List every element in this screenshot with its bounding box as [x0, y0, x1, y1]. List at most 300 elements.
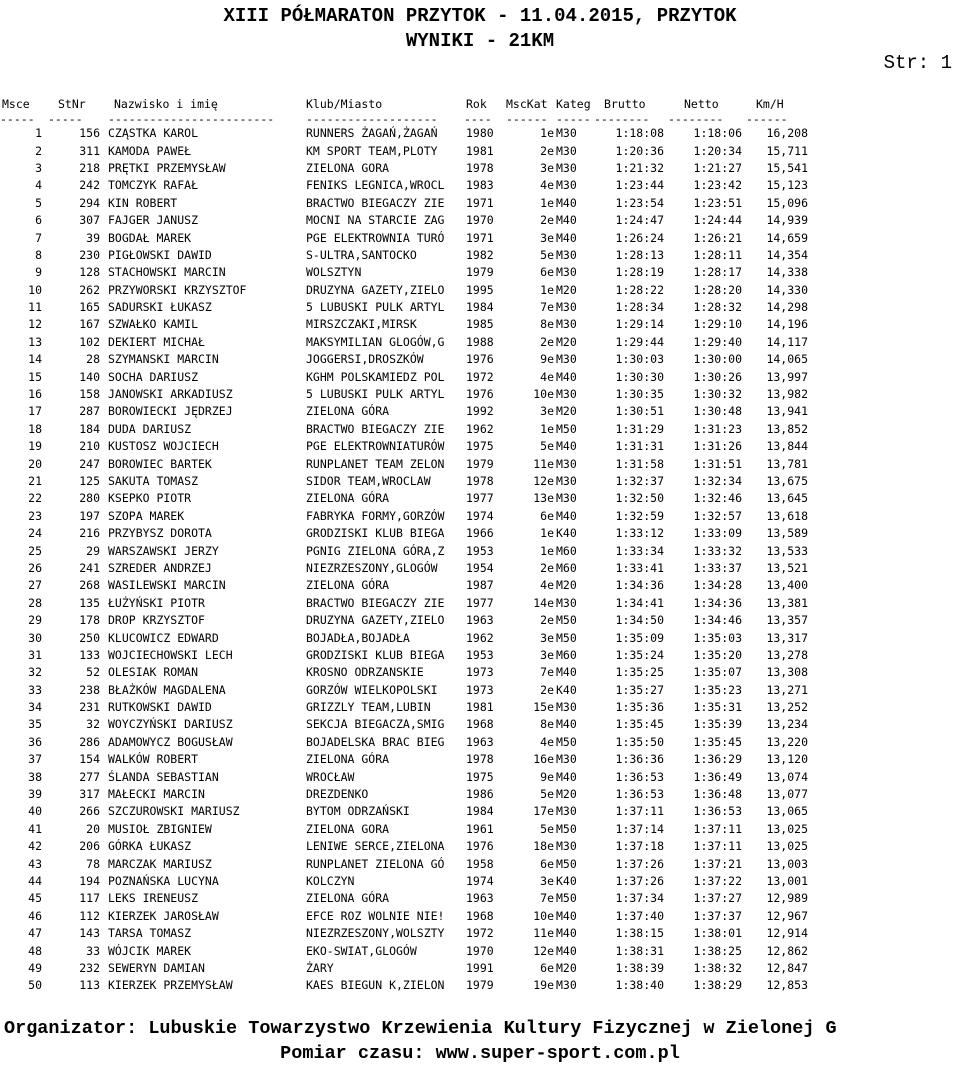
table-cell: 18	[28, 421, 42, 436]
table-cell: 280	[79, 491, 100, 506]
table-cell: 247	[79, 456, 100, 471]
table-row	[0, 942, 808, 959]
table-cell: 38	[28, 769, 42, 784]
table-cell: 125	[79, 474, 100, 488]
table-cell: 1:34:41	[615, 595, 664, 610]
table-cell: 5e	[540, 247, 554, 262]
table-cell: LENIWE SERCE,ZIELONA	[306, 839, 445, 854]
table-cell: 1991	[466, 960, 494, 975]
table-cell: GORZÓW WIELKOPOLSKI	[306, 682, 438, 697]
table-cell: 3e	[540, 404, 554, 419]
table-cell: KLUCOWICZ EDWARD	[108, 630, 219, 645]
table-cell: 1:28:22	[615, 282, 664, 297]
table-cell: 165	[79, 300, 100, 315]
table-cell: 1:30:26	[693, 369, 742, 384]
col-header: Nazwisko i imię	[114, 97, 218, 111]
table-cell: M40	[556, 508, 577, 523]
table-cell: M50	[556, 734, 577, 749]
table-cell: 40	[28, 804, 42, 819]
table-cell: 1979	[466, 456, 494, 471]
table-cell: 7e	[540, 665, 554, 680]
table-cell: 6e	[540, 856, 554, 871]
table-cell: 1:35:24	[615, 647, 664, 662]
table-cell: 8e	[540, 717, 554, 732]
table-cell: 1:38:31	[615, 943, 664, 958]
table-cell: 102	[79, 334, 100, 349]
table-cell: 1:37:37	[693, 908, 742, 923]
table-cell: 268	[79, 578, 100, 593]
table-row	[0, 455, 808, 472]
table-cell: M30	[556, 317, 577, 332]
table-cell: DREZDENKO	[306, 787, 369, 802]
table-cell: 13,781	[766, 456, 808, 471]
table-cell: 15,711	[766, 143, 808, 158]
table-cell: 12,967	[766, 908, 808, 923]
table-cell: 5e	[540, 439, 554, 454]
table-cell: 12,847	[766, 960, 808, 975]
table-cell: M30	[556, 752, 577, 767]
table-cell: 6e	[540, 508, 554, 523]
table-cell: WOLSZTYN	[306, 265, 362, 280]
table-cell: 231	[79, 700, 100, 715]
table-cell: 1:30:30	[615, 369, 664, 384]
table-cell: M50	[556, 630, 577, 645]
table-cell: 32	[86, 717, 100, 732]
table-cell: BRACTWO BIEGACZY ZIE	[306, 421, 445, 436]
page-number: Str: 1	[883, 52, 952, 74]
table-cell: 13,521	[766, 560, 808, 575]
table-cell: PGE ELEKTROWNIA TURÓ	[306, 230, 445, 245]
table-cell: 11e	[533, 456, 554, 471]
table-cell: 37	[28, 752, 42, 767]
table-cell: 128	[79, 265, 100, 280]
table-cell: 1:38:32	[693, 960, 742, 975]
table-cell: 6e	[540, 960, 554, 975]
table-cell: 287	[79, 404, 100, 419]
header-row	[0, 96, 808, 113]
table-cell: 3e	[540, 647, 554, 662]
table-cell: 15,096	[766, 195, 808, 210]
table-cell: 1:37:27	[693, 891, 742, 906]
table-cell: 19	[28, 439, 42, 454]
table-cell: 19e	[533, 978, 554, 993]
table-cell: RUNNERS ŻAGAŃ,ŻAGAŃ	[306, 126, 438, 141]
table-cell: 218	[79, 160, 100, 175]
table-cell: 158	[79, 387, 100, 402]
table-cell: BOROWIEC BARTEK	[108, 456, 212, 471]
table-row	[0, 386, 808, 403]
table-cell: 13,675	[766, 474, 808, 488]
table-cell: 1:38:40	[615, 978, 664, 993]
separator: -----	[0, 112, 35, 126]
table-row	[0, 368, 808, 385]
organizer-footer: Organizator: Lubuskie Towarzystwo Krzewienia Kultury Fizycznej w Zielonej G	[4, 1018, 837, 1039]
table-cell: 49	[28, 960, 42, 975]
table-cell: 9e	[540, 769, 554, 784]
table-cell: M30	[556, 595, 577, 610]
table-cell: ŻARY	[306, 960, 334, 975]
table-cell: STACHOWSKI MARCIN	[108, 265, 226, 280]
table-cell: 7e	[540, 891, 554, 906]
document-title: XIII PÓŁMARATON PRZYTOK - 11.04.2015, PRZYTOK	[223, 5, 737, 27]
table-cell: 2e	[540, 143, 554, 158]
table-cell: 33	[28, 682, 42, 697]
table-row	[0, 751, 808, 768]
table-cell: 1962	[466, 630, 494, 645]
table-cell: 113	[79, 978, 100, 993]
table-cell: 13,271	[766, 682, 808, 697]
table-cell: 13,317	[766, 630, 808, 645]
table-row	[0, 716, 808, 733]
table-cell: S-ULTRA,SANTOCKO	[306, 247, 417, 262]
table-row	[0, 803, 808, 820]
table-cell: 14,659	[766, 230, 808, 245]
table-cell: 1:34:36	[693, 595, 742, 610]
table-cell: 1:35:36	[615, 700, 664, 715]
table-cell: 13,533	[766, 543, 808, 558]
results-table	[0, 96, 808, 995]
table-cell: 8e	[540, 317, 554, 332]
table-cell: 47	[28, 926, 42, 941]
table-cell: 36	[28, 734, 42, 749]
table-cell: DUDA DARIUSZ	[108, 421, 192, 436]
table-cell: KROSNO ODRZANSKIE	[306, 665, 424, 680]
table-cell: KGHM POLSKAMIEDZ POL	[306, 369, 445, 384]
table-cell: 1:37:14	[615, 821, 664, 836]
col-header: Klub/Miasto	[306, 97, 383, 111]
table-cell: 1:36:49	[693, 769, 742, 784]
table-cell: 1:34:46	[693, 613, 742, 628]
table-row	[0, 595, 808, 612]
table-row	[0, 508, 808, 525]
table-cell: 210	[79, 439, 100, 454]
table-cell: 50	[28, 978, 42, 993]
table-cell: 1:31:31	[615, 439, 664, 454]
table-cell: M30	[556, 978, 577, 993]
table-cell: 1:33:41	[615, 560, 664, 575]
table-cell: 1:28:19	[615, 265, 664, 280]
table-cell: 1:35:07	[693, 665, 742, 680]
table-cell: 307	[79, 213, 100, 228]
table-cell: 1e	[540, 421, 554, 436]
table-cell: 1:26:24	[615, 230, 664, 245]
table-cell: 13,997	[766, 369, 808, 384]
table-row	[0, 229, 808, 246]
table-cell: JANOWSKI ARKADIUSZ	[108, 387, 233, 402]
table-cell: ADAMOWYCZ BOGUSŁAW	[108, 734, 233, 749]
table-cell: 1:28:11	[693, 247, 742, 262]
table-cell: 1978	[466, 474, 494, 488]
table-cell: 15,123	[766, 178, 808, 193]
table-cell: 15,541	[766, 160, 808, 175]
table-cell: M50	[556, 891, 577, 906]
table-cell: M30	[556, 300, 577, 315]
table-cell: 1972	[466, 926, 494, 941]
table-cell: KIN ROBERT	[108, 195, 178, 210]
table-row	[0, 212, 808, 229]
table-row	[0, 560, 808, 577]
table-cell: 23	[28, 508, 42, 523]
table-cell: 1988	[466, 334, 494, 349]
table-cell: M30	[556, 143, 577, 158]
table-cell: 5e	[540, 821, 554, 836]
table-cell: PRĘTKI PRZEMYSŁAW	[108, 160, 226, 175]
table-cell: 242	[79, 178, 100, 193]
table-cell: 15	[28, 369, 42, 384]
table-cell: 14,065	[766, 352, 808, 367]
table-cell: 4	[35, 178, 42, 193]
table-cell: SZOPA MAREK	[108, 508, 185, 523]
table-cell: 1:23:54	[615, 195, 664, 210]
table-cell: M60	[556, 543, 577, 558]
table-cell: M30	[556, 160, 577, 175]
table-cell: 8	[35, 247, 42, 262]
table-cell: MUSIOŁ ZBIGNIEW	[108, 821, 212, 836]
table-cell: 167	[79, 317, 100, 332]
table-cell: 1:32:57	[693, 508, 742, 523]
table-cell: 1:33:32	[693, 543, 742, 558]
separator: ------------------------	[108, 112, 275, 126]
table-cell: 1:23:51	[693, 195, 742, 210]
table-cell: KSEPKO PIOTR	[108, 491, 192, 506]
table-cell: 1961	[466, 821, 494, 836]
table-cell: 1:29:40	[693, 334, 742, 349]
table-cell: M50	[556, 613, 577, 628]
table-cell: 1983	[466, 178, 494, 193]
table-cell: 10	[28, 282, 42, 297]
table-cell: 135	[79, 595, 100, 610]
table-cell: MAŁECKI MARCIN	[108, 787, 205, 802]
table-cell: 13,400	[766, 578, 808, 593]
table-cell: 1:35:23	[693, 682, 742, 697]
table-cell: 1:30:35	[615, 387, 664, 402]
table-cell: 1e	[540, 126, 554, 141]
table-cell: DRUZYNA GAZETY,ZIELO	[306, 613, 445, 628]
table-cell: 178	[79, 613, 100, 628]
table-cell: 13,252	[766, 700, 808, 715]
table-cell: 1963	[466, 734, 494, 749]
table-row	[0, 177, 808, 194]
table-cell: 7	[35, 230, 42, 245]
table-cell: 1:35:27	[615, 682, 664, 697]
table-cell: PGNIG ZIELONA GÓRA,Z	[306, 543, 445, 558]
table-cell: 9	[35, 265, 42, 280]
table-cell: 12,853	[766, 978, 808, 993]
table-cell: ZIELONA GÓRA	[306, 491, 390, 506]
table-cell: 13,618	[766, 508, 808, 523]
table-cell: M20	[556, 282, 577, 297]
table-row	[0, 247, 808, 264]
table-cell: 1962	[466, 421, 494, 436]
table-cell: 277	[79, 769, 100, 784]
table-cell: 1:31:58	[615, 456, 664, 471]
results-body	[0, 125, 808, 995]
table-cell: M30	[556, 700, 577, 715]
table-cell: 43	[28, 856, 42, 871]
table-cell: 1968	[466, 717, 494, 732]
table-cell: 1:30:03	[615, 352, 664, 367]
table-cell: 11	[28, 300, 42, 315]
table-cell: 2e	[540, 560, 554, 575]
table-row	[0, 908, 808, 925]
table-cell: 13,003	[766, 856, 808, 871]
table-cell: 1:36:29	[693, 752, 742, 767]
table-cell: M20	[556, 787, 577, 802]
table-cell: 14	[28, 352, 42, 367]
table-cell: 1:32:34	[693, 474, 742, 488]
table-cell: 78	[86, 856, 100, 871]
table-row	[0, 334, 808, 351]
table-cell: PRZYWORSKI KRZYSZTOF	[108, 282, 247, 297]
table-cell: 1:37:11	[693, 839, 742, 854]
table-cell: ZIELONA GORA	[306, 160, 390, 175]
table-cell: 1970	[466, 943, 494, 958]
table-cell: 143	[79, 926, 100, 941]
table-cell: 28	[28, 595, 42, 610]
table-cell: 3e	[540, 230, 554, 245]
table-cell: 156	[79, 126, 100, 141]
table-cell: 1974	[466, 508, 494, 523]
table-cell: SAKUTA TOMASZ	[108, 474, 199, 488]
table-cell: SZYMANSKI MARCIN	[108, 352, 219, 367]
table-cell: GRODZISKI KLUB BIEGA	[306, 526, 445, 541]
table-cell: 29	[86, 543, 100, 558]
table-cell: M50	[556, 821, 577, 836]
table-cell: 112	[79, 908, 100, 923]
table-cell: DRUZYNA GAZETY,ZIELO	[306, 282, 445, 297]
table-cell: 4e	[540, 178, 554, 193]
table-cell: 1976	[466, 839, 494, 854]
table-cell: ZIELONA GÓRA	[306, 752, 390, 767]
table-cell: 194	[79, 873, 100, 888]
table-cell: 1:36:53	[693, 804, 742, 819]
table-cell: 13,001	[766, 873, 808, 888]
table-row	[0, 629, 808, 646]
table-cell: 1:32:50	[615, 491, 664, 506]
table-cell: 1980	[466, 126, 494, 141]
table-cell: 17	[28, 404, 42, 419]
table-cell: 16,208	[766, 126, 808, 141]
table-cell: M40	[556, 717, 577, 732]
table-cell: KUSTOSZ WOJCIECH	[108, 439, 219, 454]
table-cell: 4e	[540, 734, 554, 749]
table-cell: 32	[28, 665, 42, 680]
table-cell: 1:30:00	[693, 352, 742, 367]
table-cell: BOJADŁA,BOJADŁA	[306, 630, 410, 645]
table-cell: 311	[79, 143, 100, 158]
table-cell: 13,844	[766, 439, 808, 454]
table-cell: EFCE ROZ WOLNIE NIE!	[306, 908, 445, 923]
table-row	[0, 647, 808, 664]
table-cell: 1:31:29	[615, 421, 664, 436]
table-cell: 1:33:12	[615, 526, 664, 541]
table-row	[0, 821, 808, 838]
table-cell: 16e	[533, 752, 554, 767]
table-cell: KIERZEK JAROSŁAW	[108, 908, 219, 923]
table-cell: RUTKOWSKI DAWID	[108, 700, 212, 715]
table-cell: 13e	[533, 491, 554, 506]
table-cell: 232	[79, 960, 100, 975]
table-cell: 21	[28, 474, 42, 488]
table-cell: 1e	[540, 526, 554, 541]
table-row	[0, 855, 808, 872]
table-cell: RUNPLANET TEAM ZELON	[306, 456, 445, 471]
table-cell: 15e	[533, 700, 554, 715]
table-cell: 12,862	[766, 943, 808, 958]
table-cell: K40	[556, 682, 577, 697]
table-cell: M60	[556, 647, 577, 662]
table-cell: 1:37:21	[693, 856, 742, 871]
table-cell: 1:37:11	[693, 821, 742, 836]
separator: --------	[594, 112, 650, 126]
table-cell: 1:38:39	[615, 960, 664, 975]
table-cell: 28	[86, 352, 100, 367]
table-cell: 11e	[533, 926, 554, 941]
table-cell: M40	[556, 439, 577, 454]
col-header: Netto	[684, 97, 719, 111]
table-cell: PRZYBYSZ DOROTA	[108, 526, 212, 541]
table-row	[0, 525, 808, 542]
table-cell: 5 LUBUSKI PULK ARTYL	[306, 387, 445, 402]
separator: -----	[556, 112, 591, 126]
table-row	[0, 577, 808, 594]
table-cell: 14,338	[766, 265, 808, 280]
table-cell: K40	[556, 873, 577, 888]
table-cell: 13,941	[766, 404, 808, 419]
table-cell: 14,939	[766, 213, 808, 228]
table-cell: 1:34:28	[693, 578, 742, 593]
table-cell: 12,914	[766, 926, 808, 941]
separator: ------	[506, 112, 548, 126]
table-cell: 1:18:08	[615, 126, 664, 141]
table-cell: 14,330	[766, 282, 808, 297]
table-row	[0, 421, 808, 438]
table-cell: 1971	[466, 230, 494, 245]
table-cell: 1963	[466, 613, 494, 628]
table-cell: 14,298	[766, 300, 808, 315]
table-cell: 1:35:09	[615, 630, 664, 645]
table-cell: 1966	[466, 526, 494, 541]
table-cell: SEWERYN DAMIAN	[108, 960, 205, 975]
table-cell: 1953	[466, 647, 494, 662]
table-row	[0, 925, 808, 942]
table-row	[0, 542, 808, 559]
table-cell: M40	[556, 369, 577, 384]
table-cell: 3e	[540, 630, 554, 645]
table-cell: GÓRKA ŁUKASZ	[108, 839, 192, 854]
table-cell: 12e	[533, 943, 554, 958]
table-cell: 6	[35, 213, 42, 228]
table-cell: 1:36:53	[615, 787, 664, 802]
table-cell: M30	[556, 178, 577, 193]
table-cell: 1:24:47	[615, 213, 664, 228]
table-cell: 1:30:48	[693, 404, 742, 419]
table-cell: 1978	[466, 752, 494, 767]
table-cell: 1:28:34	[615, 300, 664, 315]
table-row	[0, 490, 808, 507]
table-cell: 2e	[540, 682, 554, 697]
table-cell: 1:34:50	[615, 613, 664, 628]
table-cell: M20	[556, 334, 577, 349]
table-cell: M40	[556, 195, 577, 210]
table-cell: 13,852	[766, 421, 808, 436]
table-cell: M40	[556, 769, 577, 784]
table-cell: 1:29:14	[615, 317, 664, 332]
table-cell: 1984	[466, 300, 494, 315]
table-cell: 1:28:17	[693, 265, 742, 280]
table-cell: PGE ELEKTROWNIATURÓW	[306, 439, 445, 454]
table-cell: 1:38:29	[693, 978, 742, 993]
